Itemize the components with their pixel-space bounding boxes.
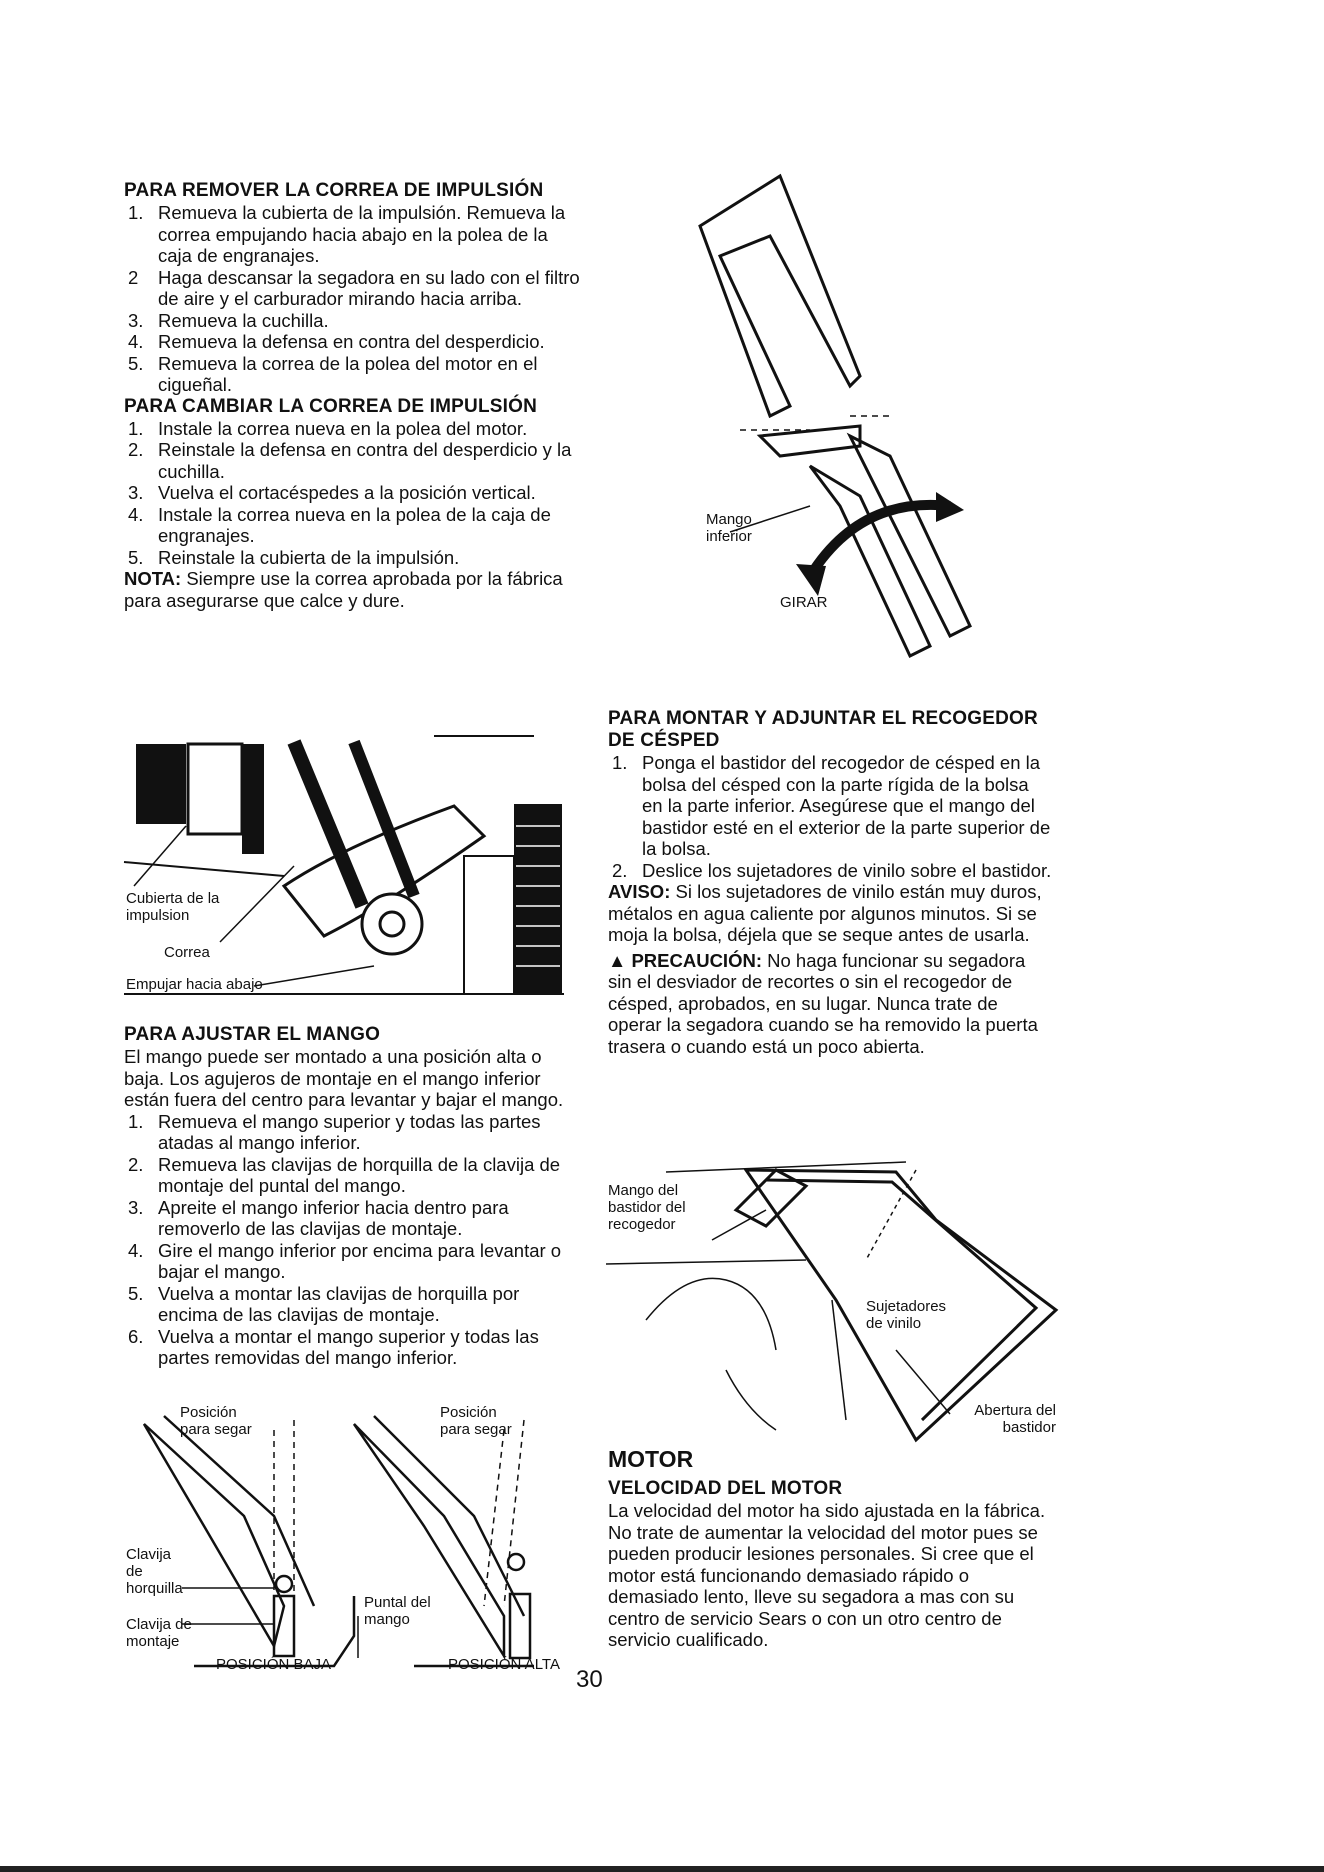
list-item: 5. Reinstale la cubierta de la impulsión. <box>128 546 460 568</box>
label-sujetadores: Sujetadores de vinilo <box>866 1298 947 1332</box>
list-item: 1. Instale la correa nueva en la polea del motor. <box>128 417 528 439</box>
label-mango-inferior: Mango inferior <box>706 511 752 545</box>
label-mango-bastidor: Mango del bastidor del recogedor <box>608 1182 686 1233</box>
handle-rotate-figure <box>700 176 1000 684</box>
engine-speed-heading: VELOCIDAD DEL MOTOR <box>608 1478 843 1499</box>
label-abertura: Abertura del bastidor <box>974 1402 1056 1436</box>
left-column-adjust <box>124 1024 584 1369</box>
list-item: 2. Deslice los sujetadores de vinilo sobre el bastidor. <box>612 859 1052 881</box>
left-column-top <box>124 180 580 611</box>
list-item: 3. Apreite el mango inferior hacia dentro para removerlo de las clavijas de montaje. <box>128 1196 509 1239</box>
label-correa: Correa <box>164 944 210 961</box>
aviso-paragraph: AVISO: Si los sujetadores de vinilo están muy duros, métalos en agua caliente por algunos minutos. Si se moja la bolsa, déjela que se seque antes de usarla. <box>608 881 1042 945</box>
note-paragraph: NOTA: Siempre use la correa aprobada por la fábrica para asegurarse que calce y dure. <box>124 568 563 611</box>
list-item: 4. Remueva la defensa en contra del desperdicio. <box>128 331 545 352</box>
right-column-mount <box>608 708 1054 1057</box>
label-clavija-horquilla: Clavija de horquilla <box>126 1546 183 1597</box>
label-pos-segar-1: Posición para segar <box>180 1404 252 1438</box>
mount-bag-heading: PARA MONTAR Y ADJUNTAR EL RECOGEDOR DE CÉSPED <box>608 708 1038 751</box>
list-item: 4. Gire el mango inferior por encima para levantar o bajar el mango. <box>128 1239 562 1282</box>
mount-bag-steps <box>608 752 1054 881</box>
list-item: 5. Vuelva a montar las clavijas de horquilla por encima de las clavijas de montaje. <box>128 1282 520 1325</box>
list-item: 1. Remueva el mango superior y todas las partes atadas al mango inferior. <box>128 1110 541 1153</box>
warning-triangle-icon: ▲ <box>608 949 627 971</box>
handle-rotate-illustration <box>700 176 1000 684</box>
engine-speed-text: La velocidad del motor ha sido ajustada en la fábrica. No trate de aumentar la velocidad del motor pues se pueden producir lesiones personales. Si cree que el motor está funcionando demasiado rápido o demasiado lento, lleve su segadora a mas con su centro de servicio Sears o con un otro centro de servicio cualificado. <box>608 1500 1046 1650</box>
change-belt-heading: PARA CAMBIAR LA CORREA DE IMPULSIÓN <box>124 395 538 417</box>
right-column-motor <box>608 1446 1054 1651</box>
remove-belt-heading: PARA REMOVER LA CORREA DE IMPULSIÓN <box>124 180 544 201</box>
remove-belt-steps <box>124 202 580 396</box>
label-alta: POSICIÓN ALTA <box>448 1656 560 1673</box>
label-pos-segar-2: Posición para segar <box>440 1404 512 1438</box>
motor-heading: MOTOR <box>608 1446 694 1472</box>
label-baja: POSICIÓN BAJA <box>216 1656 332 1673</box>
precaucion-paragraph: ▲ PRECAUCIÓN: No haga funcionar su segadora sin el desviador de recortes o sin el recogedor de césped, aprobados, en su lugar. Nunca trate de operar la segadora cuando se ha removido la puerta trasera o cuando está un poco abierta. <box>608 949 1038 1057</box>
label-puntal: Puntal del mango <box>364 1594 431 1628</box>
label-clavija-montaje: Clavija de montaje <box>126 1616 192 1650</box>
list-item: 1. Remueva la cubierta de la impulsión. Remueva la correa empujando hacia abajo en la polea de la caja de engranajes. <box>128 202 566 266</box>
list-item: 1. Ponga el bastidor del recogedor de césped en la bolsa del césped con la parte rígida de la bolsa en la parte inferior. Asegúrese que el mango del bastidor esté en el exterior de la parte superior de la bolsa. <box>612 752 1051 859</box>
belt-figure <box>124 736 574 1000</box>
adjust-handle-heading: PARA AJUSTAR EL MANGO <box>124 1024 381 1045</box>
list-item: 2 Haga descansar la segadora en su lado con el filtro de aire y el carburador mirando hacia arriba. <box>128 266 580 309</box>
list-item: 6. Vuelva a montar el mango superior y todas las partes removidas del mango inferior. <box>128 1325 539 1368</box>
change-belt-steps <box>124 418 580 569</box>
adjust-steps <box>124 1111 584 1369</box>
page-number: 30 <box>576 1666 603 1693</box>
list-item: 4. Instale la correa nueva en la polea de la caja de engranajes. <box>128 503 551 546</box>
bag-figure <box>606 1150 1056 1440</box>
list-item: 2. Reinstale la defensa en contra del desperdicio y la cuchilla. <box>128 439 572 482</box>
list-item: 3. Remueva la cuchilla. <box>128 309 329 331</box>
bottom-rule <box>0 1866 1324 1872</box>
handle-position-figure <box>124 1406 584 1688</box>
label-cubierta: Cubierta de la impulsion <box>126 890 220 924</box>
list-item: 3. Vuelva el cortacéspedes a la posición vertical. <box>128 482 536 503</box>
list-item: 2. Remueva las clavijas de horquilla de la clavija de montaje del puntal del mango. <box>128 1153 561 1196</box>
adjust-intro: El mango puede ser montado a una posición alta o baja. Los agujeros de montaje en el mango inferior están fuera del centro para levantar y bajar el mango. <box>124 1046 564 1110</box>
label-girar: GIRAR <box>780 594 828 611</box>
list-item: 5. Remueva la correa de la polea del motor en el cigueñal. <box>128 352 538 395</box>
label-empujar: Empujar hacia abajo <box>126 976 263 993</box>
